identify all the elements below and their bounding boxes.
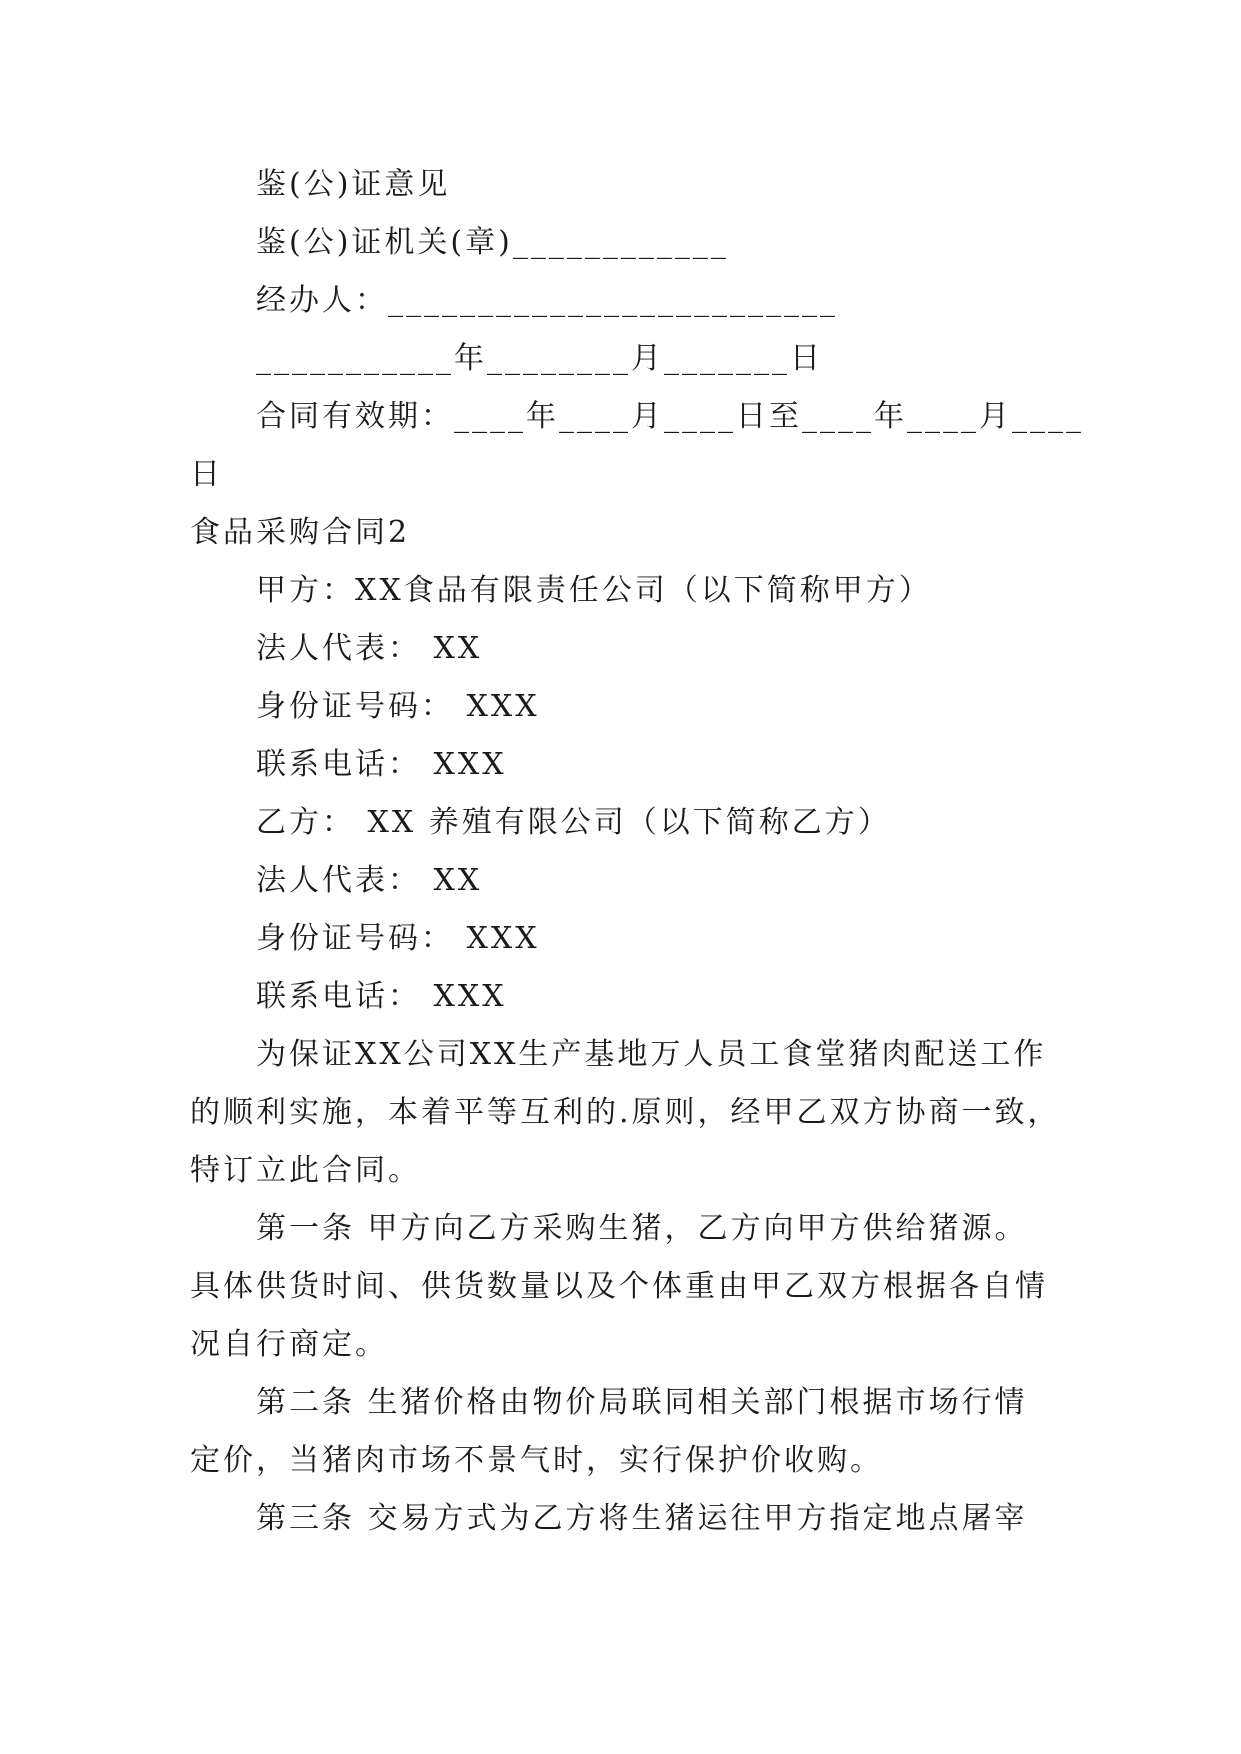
contract-title: 食品采购合同2 [190,515,411,550]
party-a-phone: 联系电话： XXX [256,747,507,782]
party-a-id-number: 身份证号码： XXX [256,689,540,724]
party-b-line: 乙方： XX 养殖有限公司（以下简称乙方） [256,805,891,840]
preamble-line-1: 为保证XX公司XX生产基地万人员工食堂猪肉配送工作 [256,1037,1047,1072]
preamble-line-2: 的顺利实施，本着平等互利的.原则，经甲乙双方协商一致， [190,1095,1061,1130]
article-3-line-1: 第三条 交易方式为乙方将生猪运往甲方指定地点屠宰 [256,1501,1028,1536]
attestation-office-seal-line: 鉴(公)证机关(章)____________ [256,225,729,260]
attestation-opinion-line: 鉴(公)证意见 [256,167,451,202]
party-b-phone: 联系电话： XXX [256,979,507,1014]
validity-period-continuation: 日 [190,457,223,492]
party-b-id-number: 身份证号码： XXX [256,921,540,956]
validity-period-line: 合同有效期：____年____月____日至____年____月____ [256,399,1084,434]
party-a-legal-rep: 法人代表： XX [256,631,483,666]
party-b-legal-rep: 法人代表： XX [256,863,483,898]
article-2-line-2: 定价，当猪肉市场不景气时，实行保护价收购。 [190,1443,883,1478]
party-a-line: 甲方：XX食品有限责任公司（以下简称甲方） [256,573,932,608]
signing-date-line: ___________年________月_______日 [256,341,823,376]
article-1-line-3: 况自行商定。 [190,1327,388,1362]
article-1-line-2: 具体供货时间、供货数量以及个体重由甲乙双方根据各自情 [190,1269,1048,1304]
article-1-line-1: 第一条 甲方向乙方采购生猪，乙方向甲方供给猪源。 [256,1211,1028,1246]
article-2-line-1: 第二条 生猪价格由物价局联同相关部门根据市场行情 [256,1385,1028,1420]
handler-line: 经办人：_________________________ [256,283,838,318]
preamble-line-3: 特订立此合同。 [190,1153,421,1188]
